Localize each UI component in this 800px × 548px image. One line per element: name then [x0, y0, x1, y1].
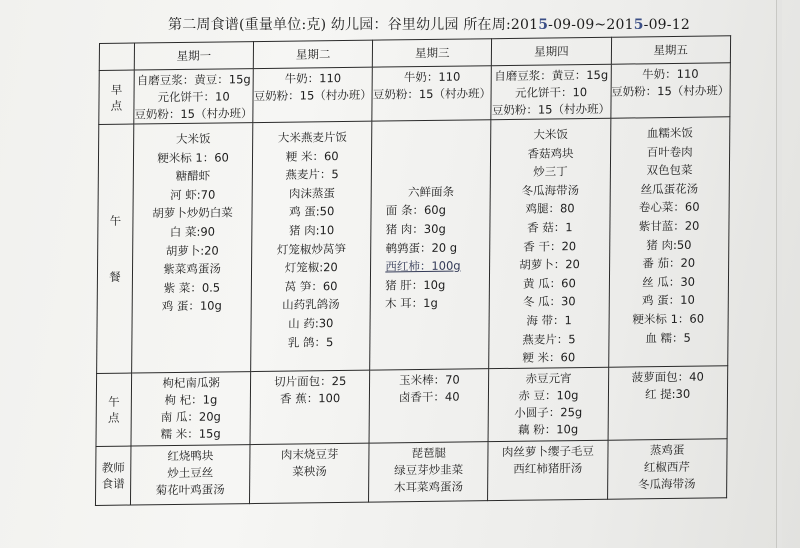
snack-cell: [608, 365, 728, 439]
menu-line: 冬瓜海带汤: [638, 476, 696, 492]
menu-line: 百叶卷肉: [646, 144, 693, 159]
menu-line: 藕 粉：10g: [518, 421, 579, 437]
title-handwritten-digit-2: 5: [633, 17, 644, 33]
teacher-cell: [607, 438, 727, 498]
menu-line: 丝 瓜：30: [642, 274, 696, 290]
day-header: 星期四: [492, 37, 611, 65]
menu-line: 粳米标 1：60: [157, 149, 229, 165]
menu-line: 自磨豆浆：黄豆：15g: [494, 67, 609, 84]
lunch-cell: [370, 120, 491, 370]
menu-line: 肉沫蒸蛋: [288, 185, 335, 201]
snack-cell: [250, 370, 370, 444]
lunch-cell: [132, 123, 253, 373]
menu-line: 冬 瓜：30: [522, 294, 576, 310]
meal-label: 餐: [109, 269, 121, 284]
menu-line: 元化饼干：10: [157, 89, 230, 105]
menu-line: 猪 肉:50: [646, 237, 692, 252]
menu-line: 枸 杞：1g: [164, 392, 218, 407]
corner-cell: [99, 43, 134, 70]
menu-line: 黄 瓜：60: [522, 275, 576, 291]
menu-line: 大米饭: [175, 131, 211, 147]
menu-line: 粳 米：60: [285, 148, 339, 164]
menu-line: 丝瓜蛋花汤: [640, 181, 699, 197]
menu-line: 牛奶：110: [642, 66, 699, 82]
menu-line: 卤香干：40: [398, 389, 460, 404]
menu-line: 炒三丁: [533, 164, 568, 179]
breakfast-label-cell: [99, 70, 134, 124]
breakfast-cell: [491, 64, 611, 119]
menu-line: 鸡 蛋：10: [641, 293, 695, 308]
day-header: 星期二: [253, 40, 372, 68]
menu-line: 赤豆元宵: [525, 370, 572, 386]
lunch-cell: [489, 118, 610, 368]
menu-line: 香 菇：1: [527, 220, 573, 235]
menu-line: 面 条：60g: [385, 203, 447, 218]
snack-cell: [369, 368, 489, 442]
menu-line: 白 菜:90: [169, 224, 216, 240]
menu-line: 紫菜鸡蛋汤: [163, 261, 221, 277]
menu-line: 糯 米：15g: [160, 426, 221, 441]
menu-line: 卷心菜：60: [638, 200, 700, 215]
menu-line: 红烧鸭块: [167, 448, 214, 463]
menu-line: 胡萝卜：20: [519, 257, 580, 272]
menu-line: 灯笼椒炒莴笋: [276, 241, 346, 257]
menu-line: 豆奶粉：15（村办班）: [253, 87, 372, 104]
menu-line: 琵琶腿: [411, 445, 447, 460]
menu-line: 菜秧汤: [292, 463, 327, 479]
meal-label: 早: [110, 82, 123, 97]
menu-line: 肉末烧豆芽: [280, 446, 339, 462]
breakfast-cell: [610, 63, 730, 118]
teacher-cell: [130, 444, 250, 504]
teacher-cell: [250, 443, 370, 503]
menu-line: 西红柿：100g: [385, 258, 461, 274]
menu-line: 河 虾:70: [170, 187, 216, 202]
menu-line: 蒸鸡蛋: [649, 442, 685, 457]
menu-line: 绿豆芽炒韭菜: [394, 462, 464, 478]
menu-line: 紫 菜：0.5: [163, 280, 221, 295]
teacher-cell: [488, 440, 608, 500]
menu-line: 红 提:30: [644, 386, 691, 401]
page-title: [168, 14, 728, 34]
menu-line: 燕麦片：5: [285, 167, 339, 182]
menu-line: 冬瓜海带汤: [521, 182, 580, 198]
meal-label: 午: [109, 213, 122, 228]
menu-line: 香菇鸡块: [527, 145, 574, 161]
menu-line: 鸡 蛋：10g: [161, 298, 222, 314]
meal-label: 午: [108, 394, 120, 409]
title-middle: -09-09~201: [548, 17, 634, 33]
snack-cell: [488, 367, 608, 441]
meal-label: 点: [107, 410, 120, 425]
menu-line: 鸡 蛋:50: [289, 204, 335, 220]
menu-line: 猪 肉:10: [288, 223, 335, 238]
menu-line: 自磨豆浆：黄豆：15g: [136, 72, 251, 88]
snack-label-cell: [96, 373, 132, 446]
menu-line: 豆奶粉：15（村办班）: [372, 86, 492, 102]
meal-label: 食谱: [101, 476, 125, 491]
menu-line: 菠萝面包：40: [631, 369, 704, 385]
menu-line: 菊花叶鸡蛋汤: [155, 482, 225, 497]
menu-line: 元化饼干：10: [514, 85, 588, 100]
meal-label: 教师: [101, 460, 125, 475]
menu-line: 山药乳鸽汤: [282, 297, 340, 313]
menu-line: 牛奶：110: [284, 71, 342, 86]
menu-line: 胡萝卜炒奶白菜: [152, 205, 233, 221]
menu-line: 莴 笋：60: [284, 278, 338, 294]
day-header: 星期一: [134, 42, 253, 70]
menu-line: 燕麦片：5: [522, 331, 576, 347]
lunch-row: [97, 117, 730, 373]
menu-line: 海 带：1: [526, 313, 572, 328]
lunch-label-cell: [97, 124, 134, 373]
teacher-label-cell: [95, 446, 131, 505]
menu-line: 肉丝萝卜缨子毛豆: [501, 443, 595, 459]
menu-line: 豆奶粉：15（村办班）: [611, 83, 730, 99]
breakfast-cell: [372, 66, 492, 121]
menu-line: 大米燕麦片饭: [277, 129, 347, 145]
menu-line: 红椒西芹: [643, 459, 691, 474]
menu-line: 切片面包：25: [274, 373, 347, 389]
menu-line: 双色包菜: [646, 162, 693, 178]
menu-line: 粳 米：60: [522, 350, 576, 365]
menu-line: 枸杞南瓜粥: [162, 375, 220, 390]
day-header: 星期三: [373, 39, 492, 67]
menu-line: 鹌鹑蛋：20 g: [385, 240, 458, 256]
menu-line: 血糯米饭: [646, 125, 693, 141]
menu-line: 猪 肉：30g: [385, 221, 446, 237]
menu-line: 六鲜面条: [408, 184, 455, 199]
menu-line: 乳 鸽：5: [287, 334, 334, 350]
teacher-row: [95, 438, 726, 505]
menu-line: 山 药:30: [288, 316, 334, 331]
menu-line: 玉米棒：70: [399, 372, 460, 387]
menu-line: 赤 豆：10g: [518, 387, 579, 403]
menu-line: 南 瓜：20g: [160, 409, 221, 424]
breakfast-cell: [134, 69, 254, 124]
menu-line: 紫甘蓝：20: [638, 218, 700, 234]
day-header: 星期五: [611, 36, 730, 64]
meal-label: 点: [110, 98, 123, 113]
title-prefix: 第二周食谱(重量单位:克) 幼儿园：谷里幼儿园 所在周:201: [168, 17, 539, 33]
menu-line: 牛奶：110: [403, 69, 461, 85]
menu-line: 番 茄：20: [642, 255, 696, 271]
menu-line: 豆奶粉：15（村办班）: [134, 106, 253, 122]
lunch-cell: [608, 117, 729, 367]
menu-line: 木耳菜鸡蛋汤: [393, 479, 464, 495]
menu-line: 西红柿猪肝汤: [513, 460, 583, 476]
menu-line: 粳米标 1：60: [632, 311, 705, 327]
breakfast-cell: [253, 67, 373, 122]
menu-line: 木 耳：1g: [384, 296, 438, 311]
menu-line: 鸡腿：80: [525, 201, 575, 217]
menu-line: 香 干：20: [523, 238, 577, 254]
lunch-cell: [251, 121, 372, 371]
menu-line: 炒土豆丝: [167, 465, 214, 480]
title-handwritten-digit-1: 5: [538, 17, 549, 33]
breakfast-row: [99, 63, 730, 125]
menu-line: 血 糯：5: [645, 330, 691, 345]
menu-line: 灯笼椒:20: [284, 260, 338, 275]
title-suffix: -09-12: [643, 17, 690, 33]
menu-line: 大米饭: [533, 127, 569, 142]
snack-row: [96, 365, 727, 446]
snack-cell: [131, 371, 251, 445]
menu-line: 猪 肝：10g: [385, 277, 446, 293]
menu-table: [95, 35, 731, 505]
menu-line: 香 蕉：100: [280, 390, 341, 406]
teacher-cell: [369, 441, 489, 501]
menu-line: 豆奶粉：15（村办班）: [491, 101, 611, 118]
menu-line: 小圆子：25g: [514, 404, 583, 420]
menu-line: 糖醋虾: [175, 168, 211, 184]
menu-line: 胡萝卜:20: [165, 243, 219, 258]
